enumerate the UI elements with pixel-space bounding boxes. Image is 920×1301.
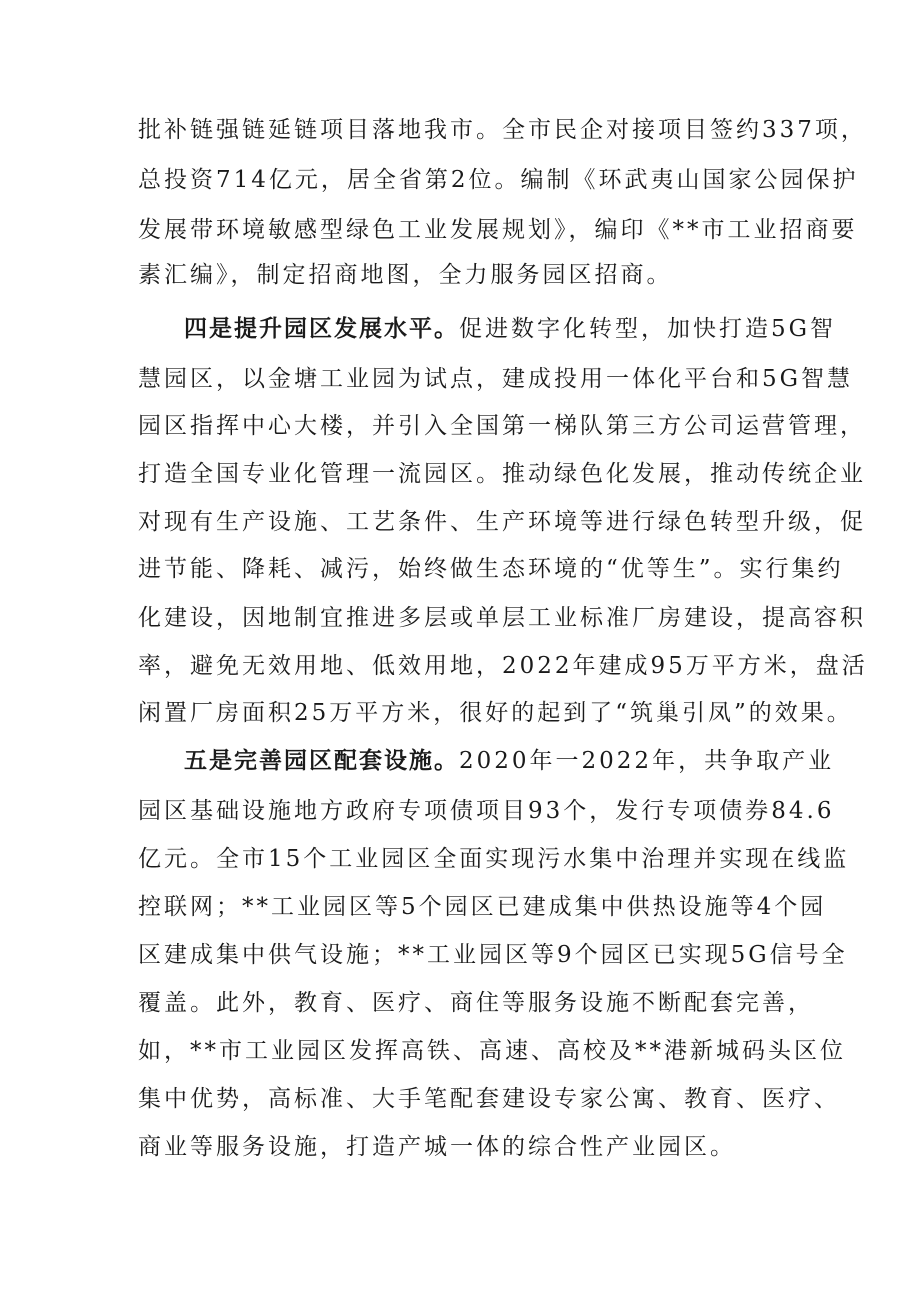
text-line: 批补链强链延链项目落地我市。全市民企对接项目签约337项， xyxy=(138,117,867,143)
text-line: 发展带环境敏感型绿色工业发展规划》，编印《**市工业招商要 xyxy=(138,217,858,243)
paragraph-lead-line: 五是完善园区配套设施。2020年一2022年，共争取产业 xyxy=(184,748,835,774)
text-line: 亿元。全市15个工业园区全面实现污水集中治理并实现在线监 xyxy=(138,846,850,872)
text-line: 园区指挥中心大楼，并引入全国第一梯队第三方公司运营管理， xyxy=(138,413,866,439)
text-line: 慧园区，以金塘工业园为试点，建成投用一体化平台和5G智慧 xyxy=(138,366,854,392)
text-line: 总投资714亿元，居全省第2位。编制《环武夷山国家公园保护 xyxy=(138,167,859,193)
text-line: 园区基础设施地方政府专项债项目93个，发行专项债券84.6 xyxy=(138,798,835,824)
text-line: 区建成集中供气设施；**工业园区等9个园区已实现5G信号全 xyxy=(138,942,848,968)
text-line: 进节能、降耗、减污，始终做生态环境的“优等生”。实行集约 xyxy=(138,556,844,582)
text-line: 打造全国专业化管理一流园区。推动绿色化发展，推动传统企业 xyxy=(138,461,866,487)
paragraph-heading: 四是提升园区发展水平。 xyxy=(184,316,459,342)
text-line: 闲置厂房面积25万平方米，很好的起到了“筑巢引凤”的效果。 xyxy=(138,700,853,726)
text-line: 如，**市工业园区发挥高铁、高速、高校及**港新城码头区位 xyxy=(138,1038,846,1064)
text-line: 控联网；**工业园区等5个园区已建成集中供热设施等4个园 xyxy=(138,894,827,920)
paragraph-lead-line: 四是提升园区发展水平。促进数字化转型，加快打造5G智 xyxy=(184,316,837,342)
text-line: 集中优势，高标准、大手笔配套建设专家公寓、教育、医疗、 xyxy=(138,1086,840,1112)
paragraph-heading: 五是完善园区配套设施。 xyxy=(184,748,459,774)
text-line: 对现有生产设施、工艺条件、生产环境等进行绿色转型升级，促 xyxy=(138,509,866,535)
text-line: 商业等服务设施，打造产城一体的综合性产业园区。 xyxy=(138,1134,736,1160)
text-line: 素汇编》，制定招商地图，全力服务园区招商。 xyxy=(138,262,673,288)
text-line: 化建设，因地制宜推进多层或单层工业标准厂房建设，提高容积 xyxy=(138,605,866,631)
text-line: 率，避免无效用地、低效用地，2022年建成95万平方米，盘活 xyxy=(138,653,868,679)
text-line: 覆盖。此外，教育、医疗、商住等服务设施不断配套完善， xyxy=(138,990,814,1016)
